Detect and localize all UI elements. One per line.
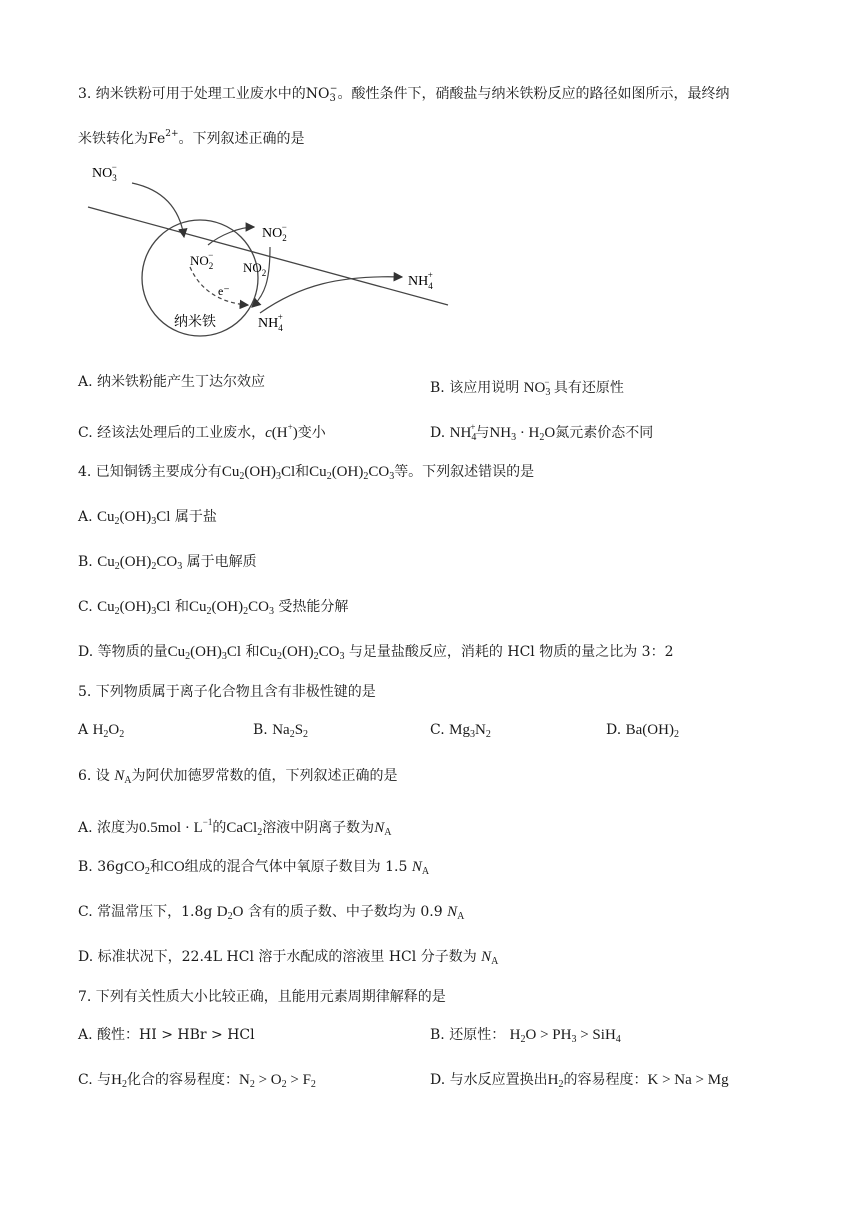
- q4-option-d-text-3: 与足量盐酸反应，消耗的 HCl 物质的量之比为 3：2: [348, 644, 674, 660]
- q4-option-c-text-2: 受热能分解: [278, 599, 349, 615]
- q7-stem-text: 7. 下列有关性质大小比较正确，且能用元素周期律解释的是: [78, 989, 446, 1005]
- q3-stem-line1: 3. 纳米铁粉可用于处理工业废水中的$NO_3^-$。酸性条件下，硝酸盐与纳米铁粉反应的路径如图所示，最终纳: [78, 84, 730, 104]
- fe-charge: 2+: [165, 129, 179, 139]
- q4-option-c-text: 和: [174, 599, 189, 615]
- q7-option-c-text: C. 与: [78, 1072, 112, 1088]
- q6-option-a-text-3: 溶液中阴离子数为: [262, 820, 375, 836]
- q5-option-c[interactable]: C. $Mg_3N_2$: [430, 722, 491, 740]
- q6-option-c[interactable]: C. 常温常压下，1.8g $D_2O$ 含有的质子数、中子数均为 0.9 $N_A$: [78, 904, 465, 922]
- q3-stem-line2-text: 米铁转化为Fe: [78, 131, 166, 147]
- q3-stem-text: 3. 纳米铁粉可用于处理工业废水中的NO: [78, 86, 330, 102]
- nh4-outer-label: $NH_4+$: [408, 270, 433, 291]
- q5-stem-text: 5. 下列物质属于离子化合物且含有非极性键的是: [78, 684, 376, 700]
- q5-option-d[interactable]: D. $Ba(OH)_2$: [606, 722, 679, 740]
- q3-stem-text-2: 。酸性条件下，硝酸盐与纳米铁粉反应的路径如图所示，最终纳: [337, 86, 730, 102]
- q4-stem-text: 4. 已知铜锈主要成分有: [78, 464, 222, 480]
- q5-option-b-letter: B.: [253, 722, 268, 738]
- no3-label: $NO_3-$: [92, 162, 117, 183]
- q6-option-b-text-2: 和: [149, 859, 164, 875]
- q6-stem: 6. 设 $N_A$为阿伏加德罗常数的值，下列叙述正确的是: [78, 768, 398, 786]
- q4-stem-text-2: 和: [295, 464, 310, 480]
- q7-option-a-text: A. 酸性：HI > HBr > HCl: [78, 1027, 255, 1043]
- no2-outer-label: $NO_2-$: [262, 222, 287, 243]
- q7-option-c[interactable]: C. 与$H_2$化合的容易程度：$N_2 > O_2 > F_2$: [78, 1072, 316, 1090]
- q7-option-a[interactable]: [78, 1025, 255, 1045]
- q3-option-d[interactable]: D. $NH_4^+$与$NH_3 \cdot H_2O$氮元素价态不同: [430, 422, 654, 443]
- q3-option-d-text-2: 与: [475, 425, 490, 441]
- q7-option-d-text: D. 与水反应置换出: [430, 1072, 548, 1088]
- q4-option-c[interactable]: C. $Cu_2(OH)_3Cl$ 和$Cu_2(OH)_2CO_3$ 受热能分解: [78, 599, 349, 617]
- q5-option-b[interactable]: B. $Na_2S_2$: [253, 722, 309, 740]
- iron-label: 纳米铁: [174, 315, 216, 330]
- q7-option-c-text-2: 化合的容易程度：: [126, 1072, 239, 1088]
- q6-option-a-text: A. 浓度为: [78, 820, 140, 836]
- q6-option-c-text-2: 含有的质子数、中子数均为 0.9: [247, 904, 443, 920]
- q3-option-d-text: D.: [430, 425, 446, 441]
- q4-option-a[interactable]: A. $Cu_2(OH)_3Cl$ 属于盐: [78, 509, 217, 527]
- q6-option-b-text-3: 组成的混合气体中氧原子数目为 1.5: [184, 859, 408, 875]
- q3-stem-line2-text-2: 。下列叙述正确的是: [178, 131, 305, 147]
- q6-stem-text-2: 为阿伏加德罗常数的值，下列叙述正确的是: [131, 768, 398, 784]
- q3-option-b-text-2: 具有还原性: [553, 380, 624, 396]
- q4-option-a-text: 属于盐: [174, 509, 217, 525]
- q4-option-b[interactable]: B. $Cu_2(OH)_2CO_3$ 属于电解质: [78, 554, 257, 572]
- q6-option-a-text-2: 的: [212, 820, 227, 836]
- q5-option-a-letter: A: [78, 722, 89, 738]
- q7-stem: [78, 987, 446, 1007]
- q3-option-b[interactable]: B. 该应用说明 $NO_3^-$ 具有还原性: [430, 377, 624, 398]
- q4-option-b-text: 属于电解质: [186, 554, 257, 570]
- q3-option-a[interactable]: [78, 372, 265, 392]
- q7-option-d[interactable]: D. 与水反应置换出$H_2$的容易程度：K > Na > Mg: [430, 1072, 729, 1090]
- q3-option-d-text-3: 氮元素价态不同: [555, 425, 654, 441]
- no3-arrow: [132, 183, 184, 237]
- q4-stem: 4. 已知铜锈主要成分有$Cu_2(OH)_3Cl$和$Cu_2(OH)_2CO_3$等。下列叙述错误的是: [78, 464, 535, 482]
- q6-option-b[interactable]: B. 36gCO$_2$和CO组成的混合气体中氧原子数目为 1.5 $N_A$: [78, 859, 430, 877]
- q4-stem-text-3: 等。下列叙述错误的是: [394, 464, 535, 480]
- q6-stem-text: 6. 设: [78, 768, 110, 784]
- q6-option-d-text: D. 标准状况下，22.4L HCl 溶于水配成的溶液里 HCl 分子数为: [78, 949, 477, 965]
- no2-inner-label-2: $NO_2$: [243, 260, 267, 278]
- q5-option-d-letter: D.: [606, 722, 622, 738]
- q5-option-c-letter: C.: [430, 722, 445, 738]
- q7-option-d-value: K > Na > Mg: [647, 1072, 729, 1088]
- q3-option-c-text: C. 经该法处理后的工业废水，: [78, 425, 266, 441]
- no2-inner-label-1: $NO_2-$: [190, 250, 214, 271]
- q4-option-d-text: D. 等物质的量: [78, 644, 168, 660]
- q6-option-c-text: C. 常温常压下，1.8g: [78, 904, 213, 920]
- q7-option-b-text: B. 还原性：: [430, 1027, 506, 1043]
- q6-option-b-text: B. 36g: [78, 859, 124, 875]
- electron-label: e⁻: [218, 284, 230, 298]
- nh4-out-arrow: [260, 277, 402, 313]
- nh4-inner-label: $NH_4+$: [258, 312, 283, 333]
- q3-option-a-text: A. 纳米铁粉能产生丁达尔效应: [78, 374, 266, 390]
- q3-stem-line2: [78, 124, 305, 149]
- q4-option-d-text-2: 和: [245, 644, 260, 660]
- q6-option-a-value: 0.5mol · L: [139, 820, 203, 836]
- reaction-pathway-diagram: [80, 155, 460, 345]
- q7-option-b[interactable]: B. 还原性： $H_2O > PH_3 > SiH_4$: [430, 1027, 621, 1045]
- q7-option-d-text-2: 的容易程度：: [563, 1072, 648, 1088]
- q5-option-a[interactable]: A $H_2O_2$: [78, 722, 125, 740]
- q3-option-c[interactable]: C. 经该法处理后的工业废水，c(H+)变小: [78, 422, 326, 441]
- surface-line: [88, 207, 448, 305]
- q6-option-d[interactable]: D. 标准状况下，22.4L HCl 溶于水配成的溶液里 HCl 分子数为 $N_A$: [78, 949, 499, 967]
- q4-option-d[interactable]: D. 等物质的量$Cu_2(OH)_3Cl$ 和$Cu_2(OH)_2CO_3$ 与足量盐酸反应，消耗的 HCl 物质的量之比为 3：2: [78, 644, 674, 662]
- q6-option-a[interactable]: A. 浓度为$0.5mol \cdot L^{-1}$的CaCl$_2$溶液中阴离子数为$N_A$: [78, 817, 392, 838]
- q3-option-b-text: B. 该应用说明: [430, 380, 520, 396]
- q5-stem: [78, 682, 376, 702]
- q3-option-c-text-2: 变小: [297, 425, 326, 441]
